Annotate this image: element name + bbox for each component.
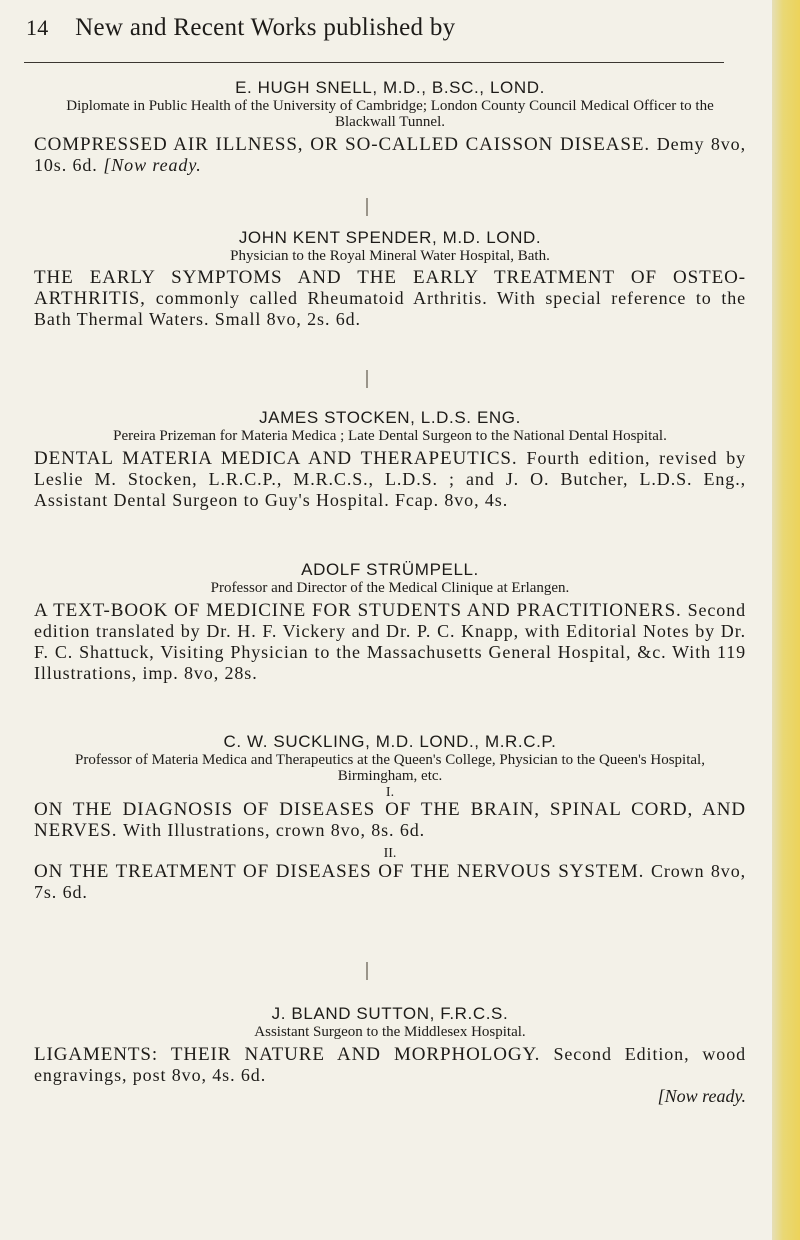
running-title: New and Recent Works published by <box>75 14 456 41</box>
entry-strumpell <box>34 560 746 684</box>
author-name: ADOLF STRÜMPELL. <box>301 560 479 579</box>
entry-stocken <box>34 408 746 511</box>
book-title-text: THE EARLY SYMPTOMS AND THE EARLY TREATMENT OF OSTEO-ARTHRITIS, <box>34 267 746 309</box>
separator <box>366 370 368 388</box>
author-credentials: Physician to the Royal Mineral Water Hospital, Bath. <box>230 248 550 264</box>
book-title <box>34 1044 746 1086</box>
book-details: With Illustrations, crown 8vo, 8s. 6d. <box>123 820 426 840</box>
author-credentials: Professor and Director of the Medical Clinique at Erlangen. <box>210 580 570 596</box>
entry-spender <box>34 228 746 330</box>
book-title-text: LIGAMENTS: THEIR NATURE AND MORPHOLOGY. <box>34 1044 541 1065</box>
availability-status: [Now ready. <box>103 155 202 175</box>
book-title <box>34 448 746 511</box>
author-credentials: Diplomate in Public Health of the University of Cambridge; London County Council Medical Officer to the Blackwall Tunnel. <box>66 98 714 130</box>
book-title-text: A TEXT-BOOK OF MEDICINE FOR STUDENTS AND PRACTITIONERS. <box>34 600 682 621</box>
page-number: 14 <box>26 15 49 40</box>
book-title <box>34 268 746 330</box>
book-details: Second Edition, wood engravings, post 8vo, 4s. 6d. <box>34 1044 746 1085</box>
separator <box>366 198 368 216</box>
part-numeral: I. <box>385 785 395 800</box>
author-credentials: Professor of Materia Medica and Therapeutics at the Queen's College, Physician to the Queen's Hospital, Birmingham, etc. <box>75 752 705 784</box>
book-details: Fourth edition, revised by Leslie M. Stocken, L.R.C.P., M.R.C.S., L.D.S. ; and J. O. Butcher, L.D.S. Eng., Assistant Dental Surgeon to Guy's Hospital. Fcap. 8vo, 4s. <box>34 448 746 510</box>
book-details: Crown 8vo, 7s. 6d. <box>34 861 747 902</box>
author-name: JOHN KENT SPENDER, M.D. LOND. <box>238 228 542 247</box>
book-title <box>34 134 746 176</box>
author-credentials: Assistant Surgeon to the Middlesex Hospital. <box>254 1024 526 1040</box>
page-edge <box>772 0 800 1240</box>
book-title <box>34 600 746 684</box>
entry-sutton <box>34 1004 746 1107</box>
book-title-text: COMPRESSED AIR ILLNESS, OR SO-CALLED CAISSON DISEASE. <box>34 134 651 155</box>
author-name: JAMES STOCKEN, L.D.S. ENG. <box>259 408 521 427</box>
author-name: E. HUGH SNELL, M.D., B.SC., LOND. <box>235 78 545 97</box>
separator <box>366 962 368 980</box>
header-rule <box>24 62 724 63</box>
author-credentials: Pereira Prizeman for Materia Medica ; Late Dental Surgeon to the National Dental Hospital. <box>113 428 667 444</box>
author-name: J. BLAND SUTTON, F.R.C.S. <box>271 1004 509 1023</box>
entry-snell <box>34 78 746 176</box>
part-numeral: II. <box>383 846 397 861</box>
book-title <box>34 861 746 903</box>
entry-suckling <box>34 732 746 903</box>
book-title-text: DENTAL MATERIA MEDICA AND THERAPEUTICS. <box>34 448 518 469</box>
author-name: C. W. SUCKLING, M.D. LOND., M.R.C.P. <box>223 732 557 751</box>
running-header <box>26 14 706 42</box>
availability-status: [Now ready. <box>657 1086 746 1106</box>
book-details: commonly called Rheumatoid Arthritis. With special reference to the Bath Thermal Waters. Small 8vo, 2s. 6d. <box>34 288 747 329</box>
book-title <box>34 800 746 841</box>
book-details: Second edition translated by Dr. H. F. Vickery and Dr. P. C. Knapp, with Editorial Notes by Dr. F. C. Shattuck, Visiting Physician to the Massachusetts General Hospital, &c. With 119 Illustrations, imp. 8vo, 28s. <box>34 600 746 683</box>
book-details: Demy 8vo, 10s. 6d. <box>34 134 746 175</box>
book-title-text: ON THE DIAGNOSIS OF DISEASES OF THE BRAIN, SPINAL CORD, AND NERVES. <box>34 799 746 841</box>
book-title-text: ON THE TREATMENT OF DISEASES OF THE NERVOUS SYSTEM. <box>34 861 645 882</box>
